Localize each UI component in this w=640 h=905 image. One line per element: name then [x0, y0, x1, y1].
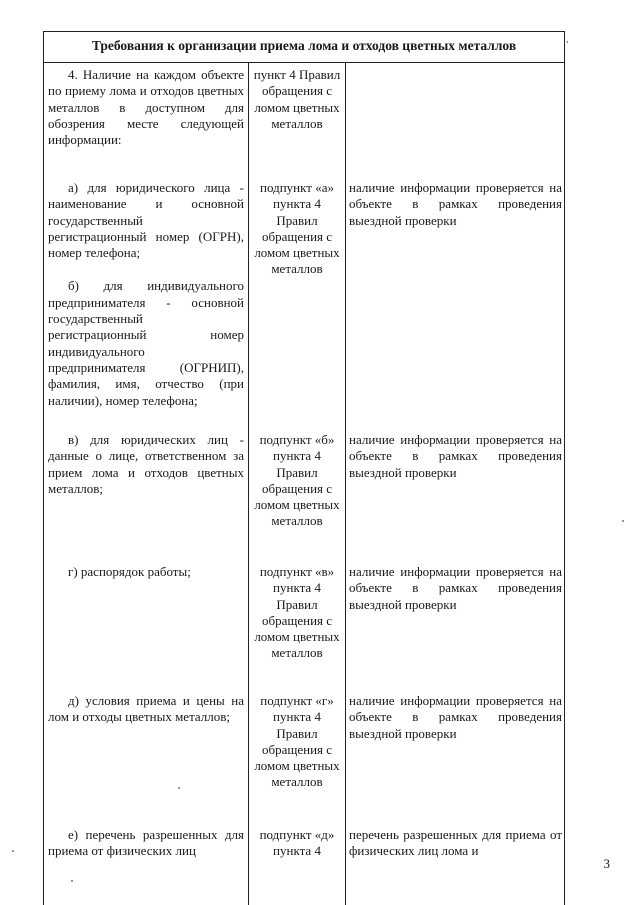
row-5-reference: подпункт «г» пункта 4 Правил обращения с ломом цветных металлов [254, 693, 340, 790]
row-4-verification: наличие информации проверяется на объекте в рамках проведения выездной проверки [349, 564, 562, 612]
row-3-requirement [48, 432, 244, 497]
row-4-requirement [48, 564, 244, 580]
header-mark: ' [566, 40, 568, 51]
row-5-requirement [48, 693, 244, 726]
row-4-reference: подпункт «в» пункта 4 Правил обращения с ломом цветных металлов [254, 564, 340, 661]
row-1-reference: пункт 4 Правил обращения с ломом цветных металлов [253, 67, 341, 131]
column-divider-2 [345, 62, 346, 905]
row-2-reference: подпункт «а» пункта 4 Правил обращения с ломом цветных металлов [254, 180, 340, 277]
column-divider-1 [248, 62, 249, 905]
row-6-item-e: е) перечень разрешенных для приема от физических лиц [48, 827, 244, 859]
row-2-item-b: б) для индивидуального предпринимателя - основной государственный регистрационный номер индивидуального предпринимателя (ОГРНИП), фамилия, имя, отчество (при наличии), номер телефона; [48, 278, 244, 408]
row-5-item-d: д) условия приема и цены на лом и отходы цветных металлов; [48, 693, 244, 725]
row-3-item-v: в) для юридических лиц - данные о лице, ответственном за прием лома и отходов цветных металлов; [48, 432, 244, 496]
row-3-verification: наличие информации проверяется на объекте в рамках проведения выездной проверки [349, 432, 562, 480]
row-2-item-a: а) для юридического лица - наименование и основной государственный регистрационный номер (ОГРН), номер телефона; [48, 180, 244, 261]
table-title: Требования к организации приема лома и отходов цветных металлов [91, 38, 517, 53]
row-6-reference: подпункт «д» пункта 4 [259, 827, 335, 859]
row-2-verification: наличие информации проверяется на объекте в рамках проведения выездной проверки [349, 180, 562, 228]
page-number: 3 [603, 856, 610, 871]
requirements-table [43, 31, 568, 905]
row-1-requirement [48, 67, 244, 148]
row-6-verification: перечень разрешенных для приема от физических лиц лома и [349, 827, 562, 859]
row-1-requirement-text: 4. Наличие на каждом объекте по приему лома и отходов цветных металлов в доступном для обозрения месте следующей информации: [48, 67, 244, 148]
row-2-requirement [48, 180, 244, 409]
row-6-requirement [48, 827, 244, 860]
row-5-verification: наличие информации проверяется на объекте в рамках проведения выездной проверки [349, 693, 562, 741]
row-3-reference: подпункт «б» пункта 4 Правил обращения с ломом цветных металлов [254, 432, 340, 529]
header-divider [44, 62, 564, 63]
row-4-item-g: г) распорядок работы; [68, 564, 191, 579]
